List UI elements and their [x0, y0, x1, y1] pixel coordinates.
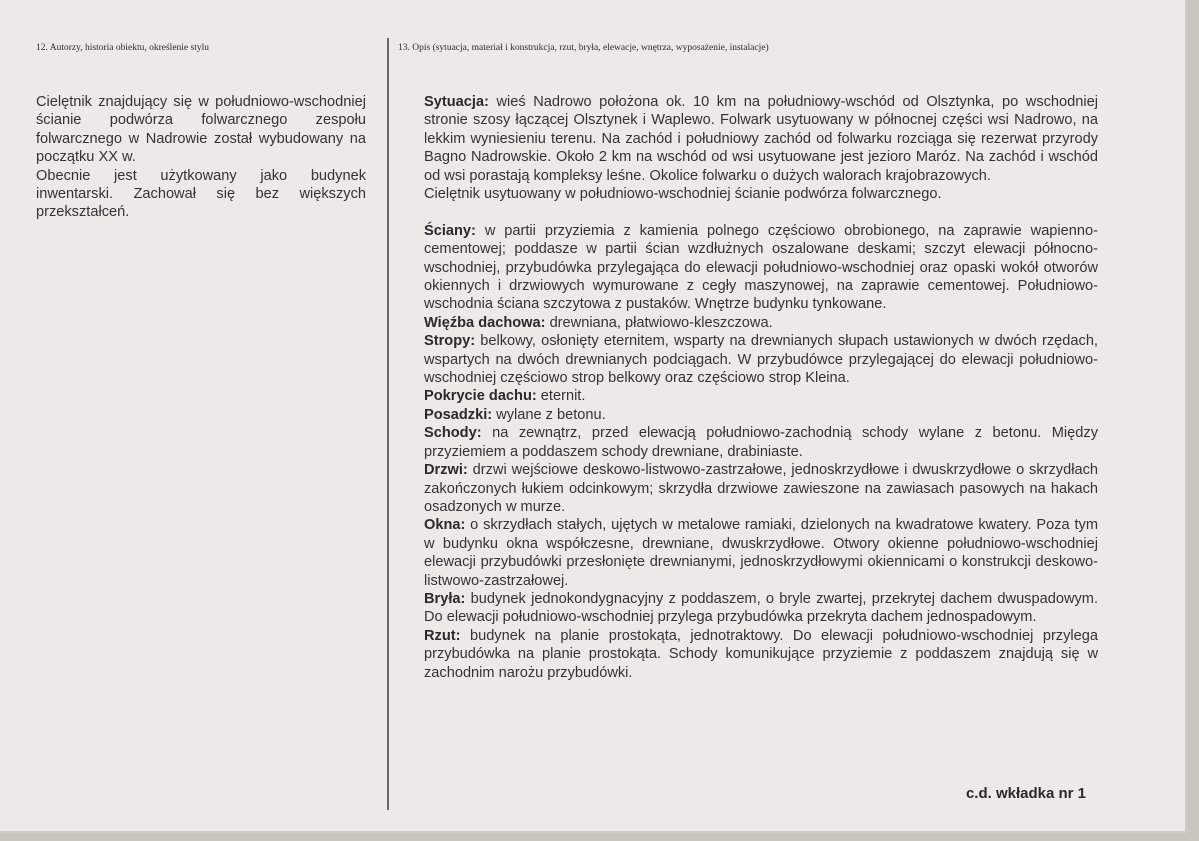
section-body: budynek na planie prostokąta, jednotraktowy. Do elewacji południowo-wschodniej przylega przybudówka na planie prostokąta. Schody komunikujące przyziemie z poddaszem znajdują się w zachodnim narożu przybudówki. [424, 627, 1098, 681]
description-text [424, 93, 1098, 682]
section-label: Bryła: [424, 590, 466, 607]
page-edge-right [1187, 0, 1199, 841]
continuation-note: c.d. wkładka nr 1 [965, 785, 1086, 802]
section-body: wylane z betonu. [492, 406, 606, 423]
history-paragraph-1: Cielętnik znajdujący się w południowo-wschodniej ścianie podwórza folwarcznego zespołu folwarcznego w Nadrowie został wybudowany na początku XX w. [36, 94, 366, 166]
section-body: belkowy, osłonięty eternitem, wsparty na drewnianych słupach ustawionych w dwóch rzędach, wspartych na dwóch drewnianych podciągach. W przybudówce przylegającej do elewacji południowo-wschodniej częściowo strop belkowy oraz częściowo strop Kleina. [424, 333, 1098, 387]
section-label: Więźba dachowa: [424, 314, 546, 331]
section-label: Ściany: [424, 222, 476, 239]
section-sytuacja [424, 93, 1098, 185]
section-stropy [424, 332, 1098, 387]
history-paragraph-2: Obecnie jest użytkowany jako budynek inwentarski. Zachował się bez większych przekształceń. [36, 167, 366, 221]
section-body: na zewnątrz, przed elewacją południowo-zachodnią schody wylane z betonu. Między przyziemiem a poddaszem schody drewniane, drabiniaste. [424, 425, 1098, 460]
section-schody [424, 424, 1098, 461]
section-body: drzwi wejściowe deskowo-listwowo-zastrzałowe, jednoskrzydłowe i dwuskrzydłowe o skrzydłach zakończonych łukiem odcinkowym; skrzydła drzwiowe zawieszone na zawiasach pasowych na hakach osadzonych w murze. [424, 462, 1098, 515]
page-edge-bottom [0, 833, 1199, 841]
section-posadzki [424, 406, 1098, 424]
section-label: Pokrycie dachu: [424, 388, 537, 405]
section-body: drewniana, płatwiowo-kleszczowa. [545, 314, 773, 331]
section-sciany [424, 222, 1098, 314]
section-drzwi [424, 461, 1098, 516]
section-label: Schody: [424, 425, 482, 442]
section-wiezba [424, 314, 1098, 332]
section-rzut [424, 627, 1098, 682]
section-body: wieś Nadrowo położona ok. 10 km na południowy-wschód od Olsztynka, po wschodniej stronie szosy łączącej Olsztynek i Waplewo. Folwark usytuowany w północnej części wsi Nadrowo, na lekkim wyniesieniu terenu. Na zachód i południowy zachód od folwarku rozciąga się rezerwat przyrody Bagno Nadrowskie. Około 2 km na wschód od wsi usytuowane jest jezioro Maróz. Na zachód i wschód od wsi porastają kompleksy leśne. Okolice folwarku o dużych walorach krajobrazowych. [424, 94, 1098, 184]
section-label: Drzwi: [424, 462, 468, 479]
section-okna [424, 516, 1098, 590]
section-bryla [424, 590, 1098, 627]
section-label: Stropy: [424, 333, 476, 350]
section-body: eternit. [536, 388, 586, 405]
column-divider [387, 38, 389, 810]
section-label: Posadzki: [424, 406, 493, 423]
section-body: budynek jednokondygnacyjny z poddaszem, o bryle zwartej, przekrytej dachem dwuspadowym. Do elewacji południowo-wschodniej przylega przybudówka przekryta dachem jednospadowym. [424, 590, 1098, 626]
section-pokrycie [424, 387, 1098, 405]
section-label: Rzut: [424, 627, 461, 644]
section-label: Okna: [424, 517, 466, 534]
section-sytuacja-2: Cielętnik usytuowany w południowo-wschodniej ścianie podwórza folwarcznego. [424, 186, 942, 203]
history-text [36, 93, 366, 222]
section-label: Sytuacja: [424, 94, 489, 110]
field-12-label: 12. Autorzy, historia obiektu, określenie stylu [36, 43, 209, 53]
section-body: w partii przyziemia z kamienia polnego częściowo obrobionego, na zaprawie wapienno-cementowej; poddasze w partii ścian wzdłużnych oszalowane deskami; szczyt elewacji północno-wschodniej, przybudówka przylegająca do elewacji południowo-wschodniej oraz opaski wokół otworów okiennych i drzwiowych wymurowane z cegły maszynowej, na zaprawie cementowej. Południowo-wschodnia ściana szczytowa z pustaków. Wnętrze budynku tynkowane. [424, 222, 1098, 313]
field-13-label: 13. Opis (sytuacja, materiał i konstrukcja, rzut, bryła, elewacje, wnętrza, wyposażenie, instalacje) [398, 43, 769, 53]
section-body: o skrzydłach stałych, ujętych w metalowe ramiaki, dzielonych na kwadratowe kwatery. Poza tym w budynku okna współczesne, drewniane, dwuskrzydłowe. Otwory okienne południowo-wschodniej elewacji przybudówki przesłonięte drewnianymi, jednoskrzydłowymi okiennicami o konstrukcji deskowo-listwowo-zastrzałowej. [424, 517, 1098, 589]
